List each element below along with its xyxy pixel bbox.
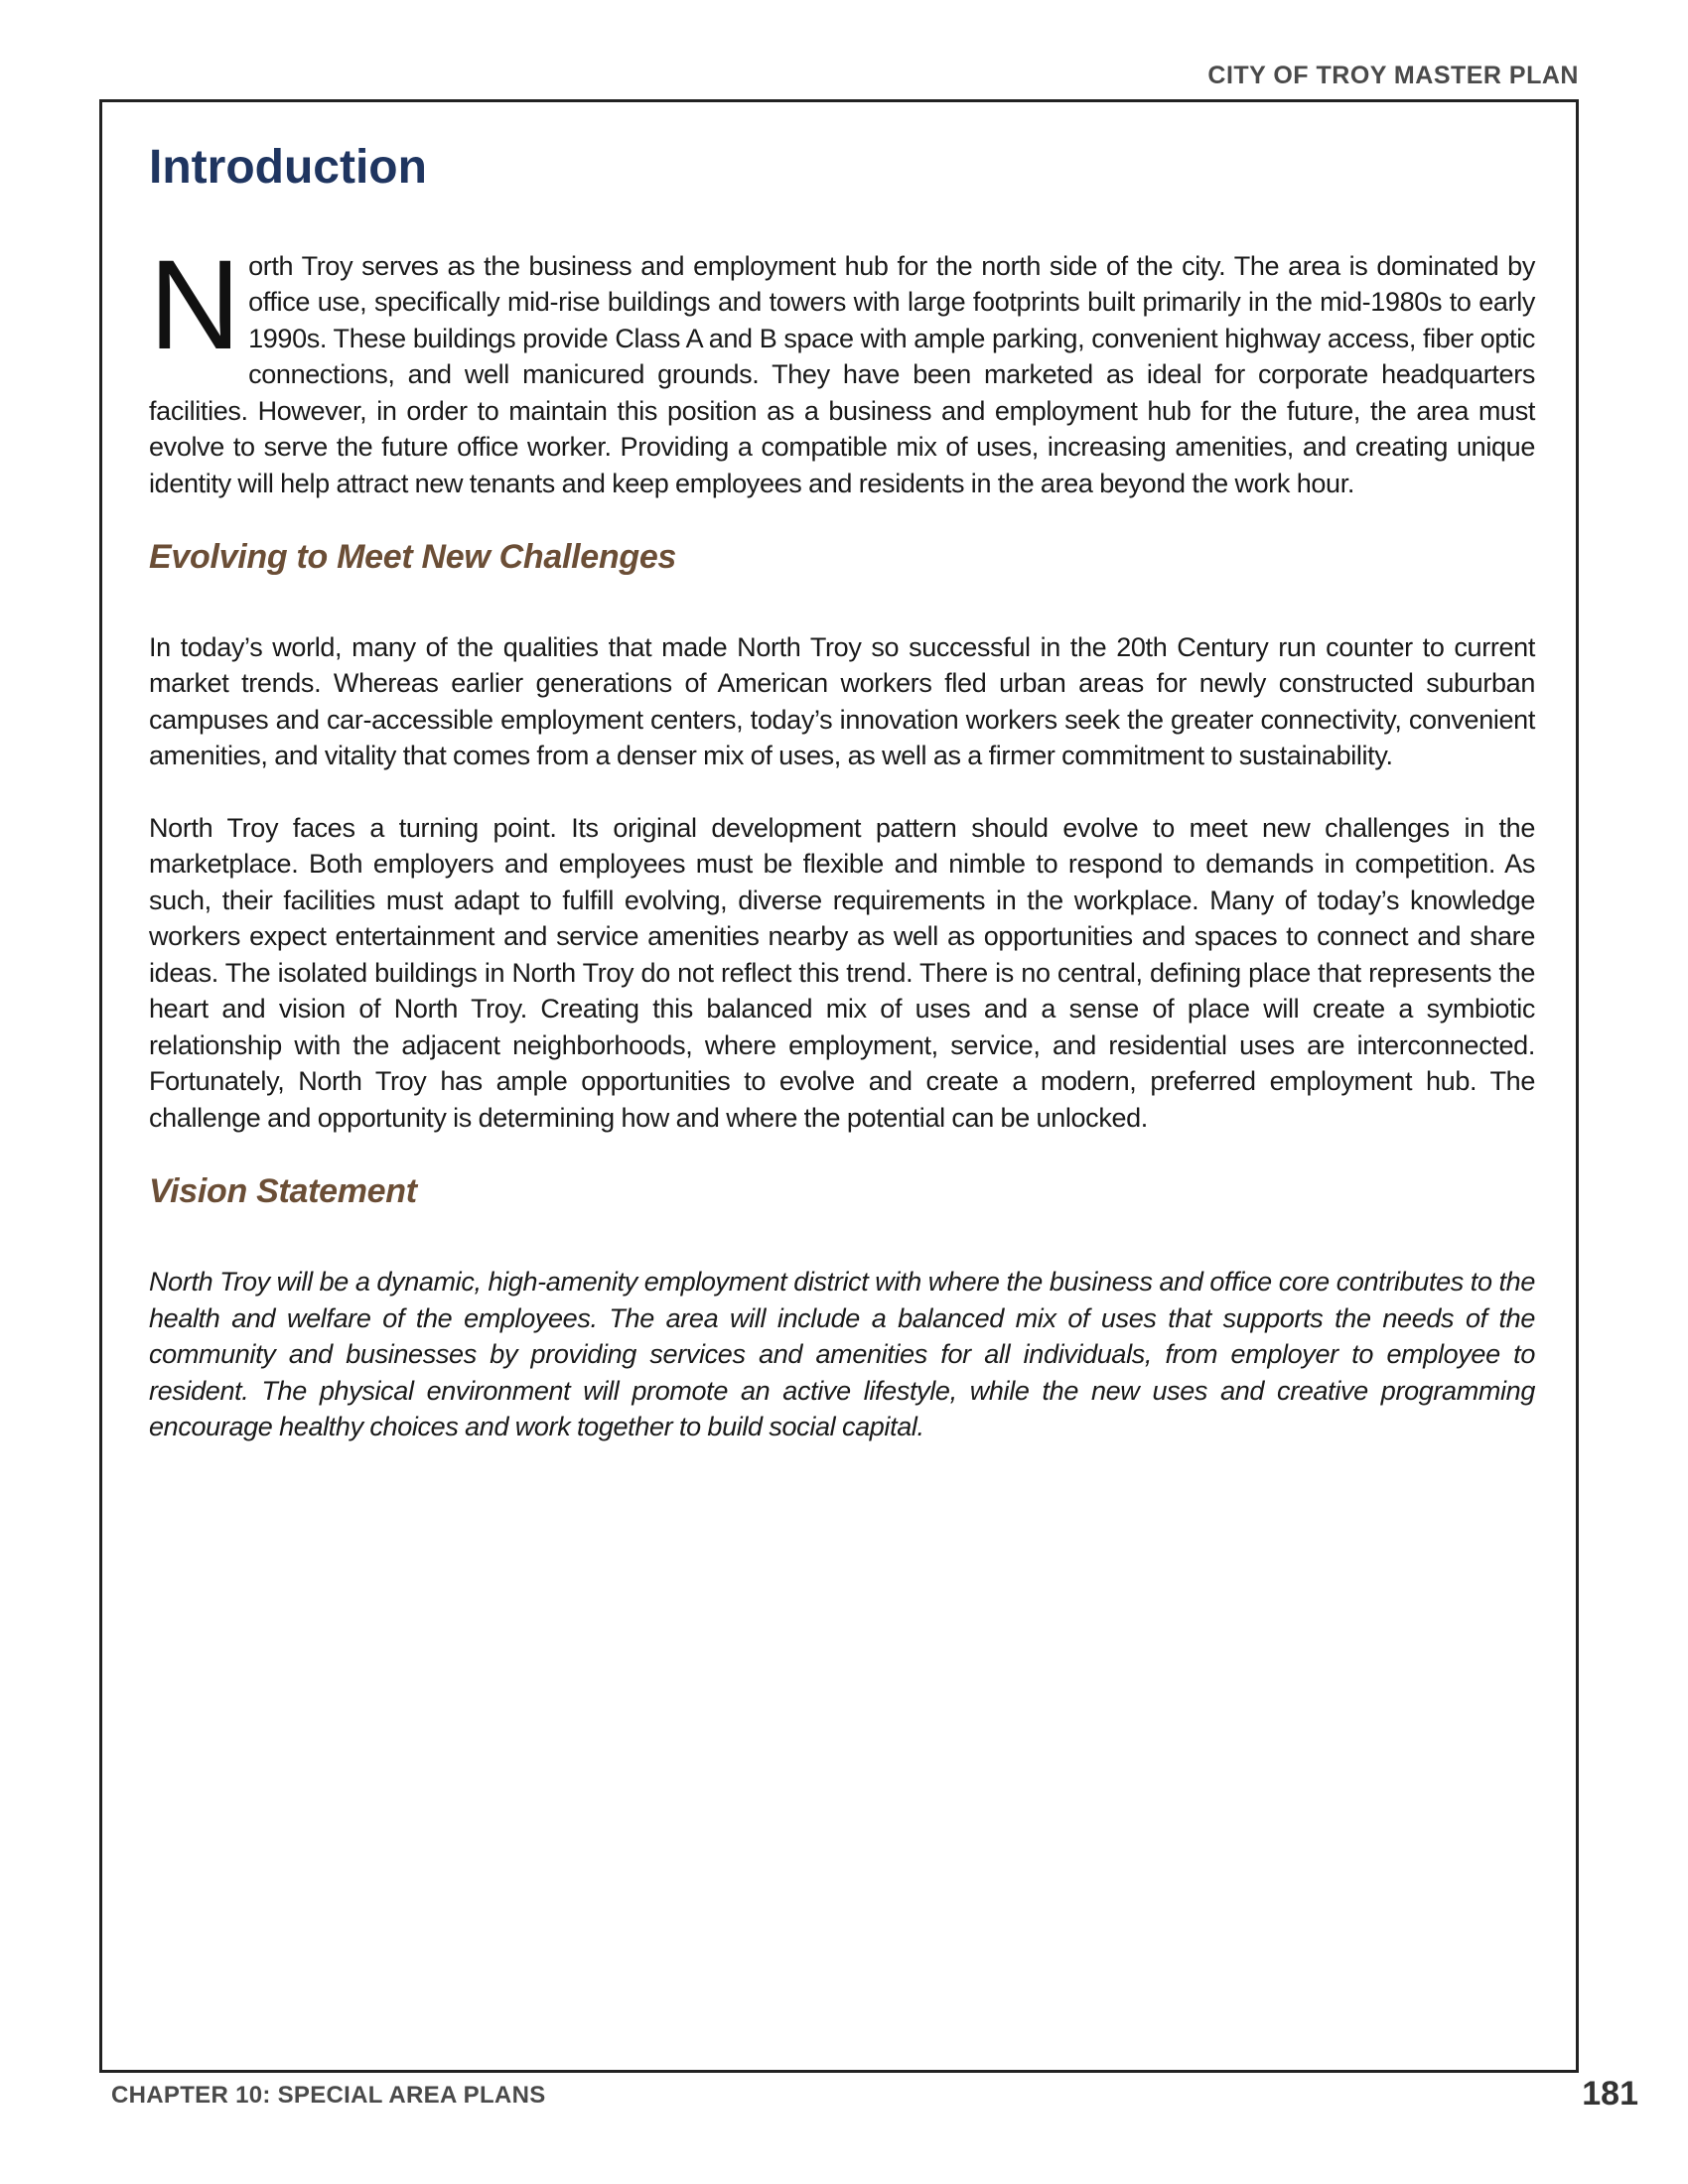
drop-cap: N <box>149 233 241 376</box>
running-header: CITY OF TROY MASTER PLAN <box>1207 62 1579 89</box>
chapter-footer: CHAPTER 10: SPECIAL AREA PLANS <box>111 2082 546 2109</box>
page-content <box>149 139 1535 1481</box>
section-heading-evolving: Evolving to Meet New Challenges <box>149 538 677 577</box>
page-title: Introduction <box>149 141 427 194</box>
evolving-paragraph-1: In today’s world, many of the qualities that made North Troy so successful in the 20th Century run counter to current market trends. Whereas earlier generations of American workers fled urban areas for newly constructed suburban campuses and car-accessible employment centers, today’s innovation workers seek the greater connectivity, convenient amenities, and vitality that comes from a denser mix of uses, as well as a firmer commitment to sustainability. <box>149 631 1535 771</box>
page-number: 181 <box>1582 2075 1638 2113</box>
intro-paragraph <box>149 233 1535 502</box>
intro-text: orth Troy serves as the business and employment hub for the north side of the city. The area is dominated by office use, specifically mid-rise buildings and towers with large footprints built primarily in the mid-1980s to early 1990s. These buildings provide Class A and B space with ample parking, convenient highway access, fiber optic connections, and well manicured grounds. They have been marketed as ideal for corporate headquarters facilities. However, in order to maintain this position as a business and employment hub for the future, the area must evolve to serve the future office worker. Providing a compatible mix of uses, increasing amenities, and creating unique identity will help attract new tenants and keep employees and residents in the area beyond the work hour. <box>149 250 1535 498</box>
evolving-paragraph-2: North Troy faces a turning point. Its original development pattern should evolve to meet new challenges in the marketplace. Both employers and employees must be flexible and nimble to respond to demands in competition. As such, their facilities must adapt to fulfill evolving, diverse requirements in the workplace. Many of today’s knowledge workers expect entertainment and service amenities nearby as well as opportunities and spaces to connect and share ideas. The isolated buildings in North Troy do not reflect this trend. There is no central, defining place that represents the heart and vision of North Troy. Creating this balanced mix of uses and a sense of place will create a symbiotic relationship with the adjacent neighborhoods, where employment, service, and residential uses are interconnected. Fortunately, North Troy has ample opportunities to evolve and create a modern, preferred employment hub. The challenge and opportunity is determining how and where the potential can be unlocked. <box>149 812 1535 1133</box>
vision-statement: North Troy will be a dynamic, high-amenity employment district with where the business and office core contributes to the health and welfare of the employees. The area will include a balanced mix of uses that supports the needs of the community and businesses by providing services and amenities for all individuals, from employer to employee to resident. The physical environment will promote an active lifestyle, while the new uses and creative programming encourage healthy choices and work together to build social capital. <box>149 1267 1535 1442</box>
section-heading-vision: Vision Statement <box>149 1172 417 1211</box>
